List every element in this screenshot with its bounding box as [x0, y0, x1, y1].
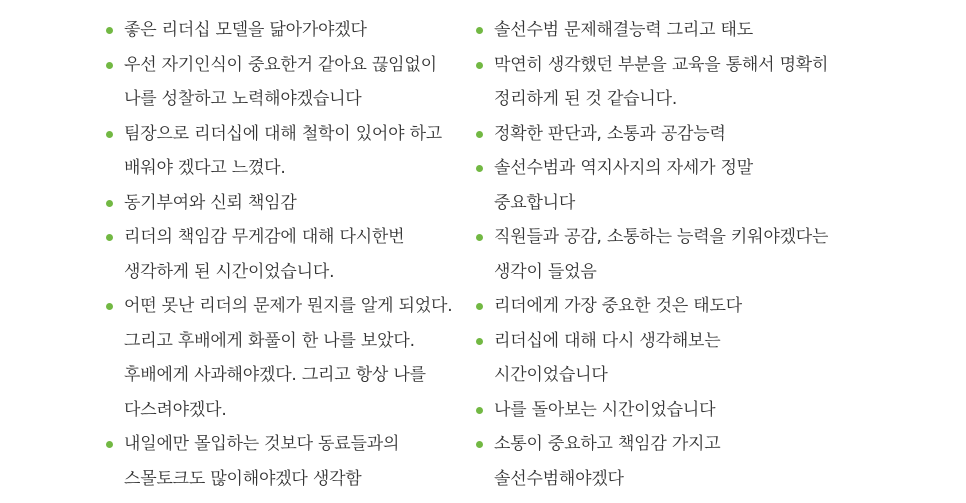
bullet-icon: [106, 303, 113, 310]
list-item: [476, 151, 831, 220]
bullet-icon: [476, 165, 483, 172]
bullet-icon: [106, 234, 113, 241]
list-item-text: 리더의 책임감 무게감에 대해 다시한번 생각하게 된 시간이었습니다.: [124, 227, 405, 282]
list-item-text: 정확한 판단과, 소통과 공감능력: [494, 123, 726, 144]
list-item-text: 내일에만 몰입하는 것보다 동료들과의 스몰토크도 많이해야겠다 생각함: [124, 434, 400, 489]
list-item-text: 솔선수범과 역지사지의 자세가 정말 중요합니다: [494, 158, 753, 213]
list-item: [476, 427, 831, 496]
right-feedback-list: [476, 13, 831, 496]
list-item: [476, 324, 831, 393]
bullet-icon: [106, 200, 113, 207]
list-item: [106, 427, 461, 496]
list-item-text: 나를 돌아보는 시간이었습니다: [494, 399, 716, 420]
list-item-text: 막연히 생각했던 부분을 교육을 통해서 명확히 정리하게 된 것 같습니다.: [494, 54, 829, 109]
bullet-icon: [106, 27, 113, 34]
list-item-text: 좋은 리더십 모델을 닮아가야겠다: [124, 20, 367, 40]
list-item: [106, 48, 461, 117]
list-item: [476, 220, 831, 289]
list-item: [476, 117, 831, 152]
bullet-icon: [476, 407, 483, 414]
left-feedback-list: [106, 13, 461, 496]
bullet-icon: [476, 27, 483, 34]
list-item-text: 직원들과 공감, 소통하는 능력을 키워야겠다는 생각이 들었음: [494, 227, 829, 282]
list-item: [476, 13, 831, 48]
bullet-icon: [476, 303, 483, 310]
list-item: [476, 393, 831, 428]
list-item-text: 솔선수범 문제해결능력 그리고 태도: [494, 20, 753, 40]
bullet-icon: [476, 441, 483, 448]
list-item-text: 소통이 중요하고 책임감 가지고 솔선수범해야겠다: [494, 434, 721, 489]
bullet-icon: [476, 131, 483, 138]
list-item-text: 리더에게 가장 중요한 것은 태도다: [494, 296, 742, 316]
list-item: [106, 186, 461, 221]
list-item: [476, 289, 831, 324]
list-item: [106, 117, 461, 186]
bullet-icon: [476, 338, 483, 345]
bullet-icon: [476, 234, 483, 241]
bullet-icon: [106, 441, 113, 448]
bullet-icon: [476, 62, 483, 69]
bullet-icon: [106, 62, 113, 69]
list-item-text: 팀장으로 리더십에 대해 철학이 있어야 하고 배워야 겠다고 느꼈다.: [124, 123, 443, 178]
list-item: [106, 220, 461, 289]
list-item-text: 리더십에 대해 다시 생각해보는 시간이었습니다: [494, 330, 721, 385]
list-item: [476, 48, 831, 117]
bullet-icon: [106, 131, 113, 138]
list-item-text: 우선 자기인식이 중요한거 같아요 끊임없이 나를 성찰하고 노력해야겠습니다: [124, 54, 437, 109]
list-item: [106, 13, 461, 48]
list-item: [106, 289, 461, 427]
list-item-text: 동기부여와 신뢰 책임감: [124, 192, 297, 213]
list-item-text: 어떤 못난 리더의 문제가 뭔지를 알게 되었다. 그리고 후배에게 화풀이 한 나를 보았다. 후배에게 사과해야겠다. 그리고 항상 나를 다스려야겠다.: [124, 296, 453, 420]
